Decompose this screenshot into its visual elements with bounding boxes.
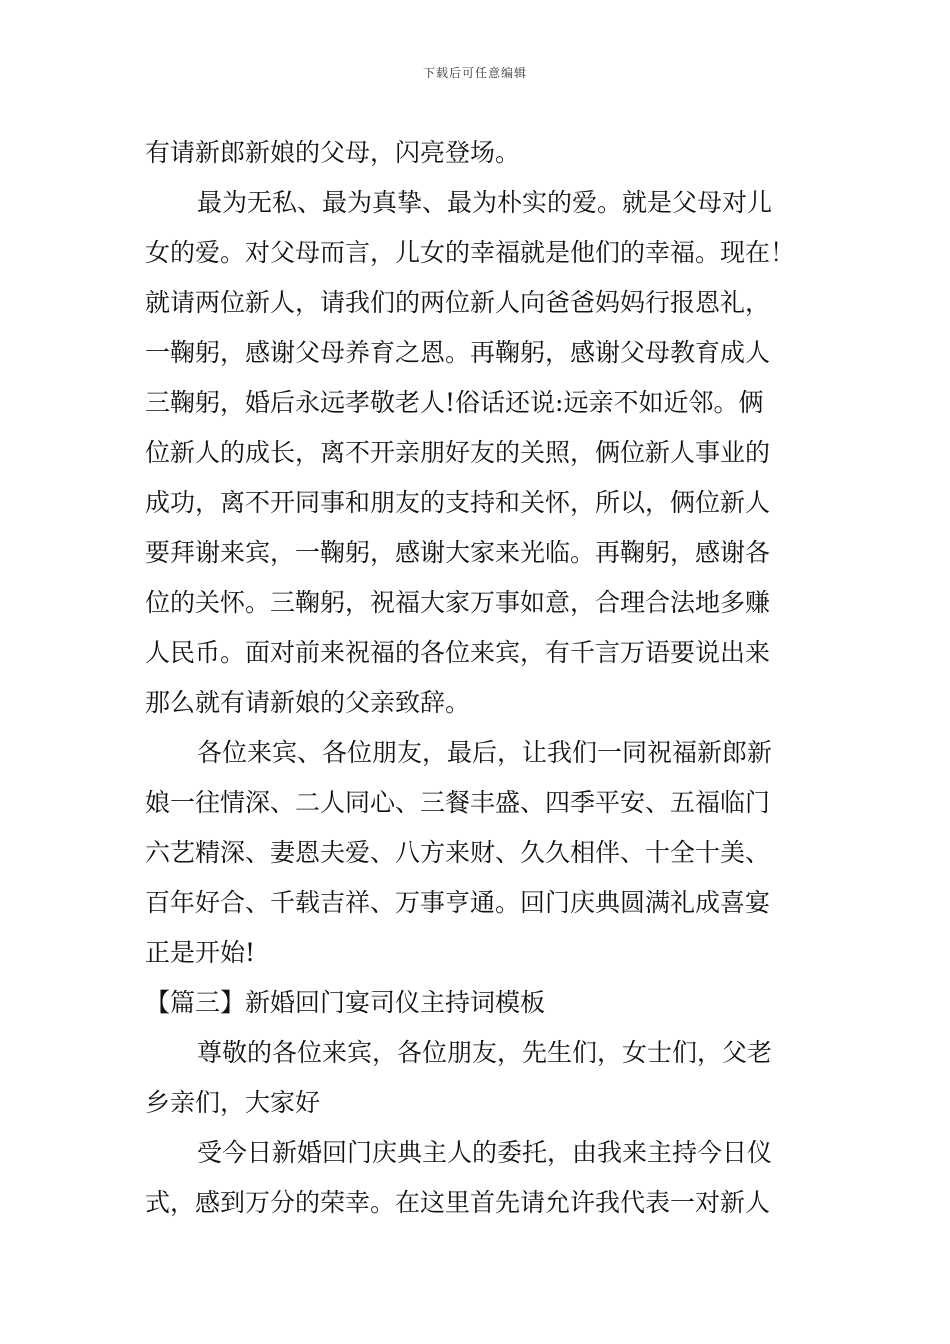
text-line: 各位来宾、各位朋友，最后，让我们一同祝福新郎新: [197, 738, 773, 767]
text-line: 百年好合、千载吉祥、万事亨通。回门庆典圆满礼成喜宴: [145, 888, 771, 917]
section-heading: 【篇三】新婚回门宴司仪主持词模板: [145, 988, 546, 1017]
text-line: 就请两位新人，请我们的两位新人向爸爸妈妈行报恩礼，: [145, 288, 771, 317]
text-line: 娘一往情深、二人同心、三餐丰盛、四季平安、五福临门: [145, 788, 771, 817]
text-line: 位的关怀。三鞠躬，祝福大家万事如意，合理合法地多赚: [145, 588, 771, 617]
text-line: 有请新郎新娘的父母，闪亮登场。: [145, 138, 521, 167]
text-line: 六艺精深、妻恩夫爱、八方来财、久久相伴、十全十美、: [145, 838, 771, 867]
page-header: 下载后可任意编辑: [422, 66, 527, 80]
text-line: 一鞠躬，感谢父母养育之恩。再鞠躬，感谢父母教育成人: [145, 338, 771, 367]
text-line: 最为无私、最为真挚、最为朴实的爱。就是父母对儿: [197, 188, 773, 217]
text-line: 人民币。面对前来祝福的各位来宾，有千言万语要说出来: [145, 638, 771, 667]
text-line: 三鞠躬，婚后永远孝敬老人!俗话还说:远亲不如近邻。俩: [145, 388, 764, 417]
text-line: 位新人的成长，离不开亲朋好友的关照，俩位新人事业的: [145, 438, 771, 467]
text-line: 尊敬的各位来宾，各位朋友，先生们，女士们，父老: [197, 1038, 773, 1067]
text-line: 式，感到万分的荣幸。在这里首先请允许我代表一对新人: [145, 1188, 771, 1217]
document-body: [145, 128, 807, 1228]
text-line: 要拜谢来宾，一鞠躬，感谢大家来光临。再鞠躬，感谢各: [145, 538, 771, 567]
text-line: 正是开始!: [145, 938, 256, 967]
text-line: 受今日新婚回门庆典主人的委托，由我来主持今日仪: [197, 1138, 773, 1167]
text-line: 成功，离不开同事和朋友的支持和关怀，所以，俩位新人: [145, 488, 771, 517]
text-line: 女的爱。对父母而言，儿女的幸福就是他们的幸福。现在！: [145, 238, 796, 267]
text-line: 乡亲们，大家好: [145, 1088, 321, 1117]
text-line: 那么就有请新娘的父亲致辞。: [145, 688, 471, 717]
